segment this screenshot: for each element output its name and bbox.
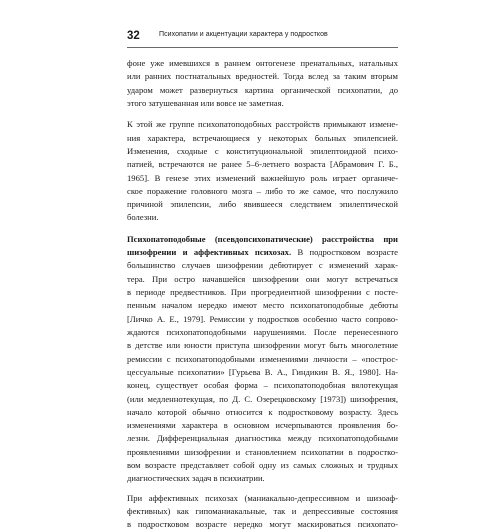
paragraph-3	[127, 233, 398, 486]
page-header	[127, 30, 398, 46]
text-line: причиной эпилепсии, либо явившееся следствием эпилептической	[127, 199, 398, 210]
text-line: в подростковом возрасте нередко могут маскироваться психопато-	[127, 519, 398, 530]
text-line: фоне уже имевшихся в раннем онтогенезе пренатальных, натальных	[127, 58, 398, 68]
text-line: (или медленнотекущая, по Д. С. Озерецковскому [1973]) шизофрения,	[127, 393, 398, 404]
paragraph-1	[127, 57, 398, 110]
paragraph-gap	[127, 225, 398, 233]
section-heading: Психопатоподобные (псевдопсихопатические) расстройства при	[127, 233, 398, 244]
text-line: диагностических задач в психиатрии.	[127, 473, 265, 484]
text-line: Изменения, сходные с конституциональной эпилептоидной психо-	[127, 145, 398, 156]
text-line: При аффективных психозах (маниакально-депрессивном и шизоаф-	[127, 492, 398, 503]
paragraph-gap	[127, 110, 398, 118]
text-line: фективных) как гипоманиакальные, так и депрессивные состояния	[127, 506, 398, 516]
section-heading: шизофрении и аффективных психозах.	[127, 247, 292, 258]
text-line: конец, существует особая форма – психопатоподобная вялотекущая	[127, 380, 398, 391]
text-line: тера. При остро начавшейся шизофрении они могут встречаться	[127, 273, 398, 284]
text-line: [Личко А. Е., 1979]. Ремиссии у подростков особенно часто сопрово-	[127, 313, 398, 324]
text-line	[127, 233, 398, 246]
text-line: в периоде предвестников. При прогредиентной шизофрении с посте-	[127, 287, 398, 297]
paragraph-2	[127, 118, 398, 225]
text-line: ремиссии с психопатоподобными изменениями личности – «построс-	[127, 353, 398, 364]
paragraph-4	[127, 492, 398, 532]
text-line: этого затушеванная или вовсе не заметная.	[127, 97, 284, 108]
text-line: изменениями характера в основном исчерпываются проявления бо-	[127, 420, 398, 431]
text-line: пенным началом нередко имеют место психопатоподобные дебюты	[127, 300, 398, 311]
text-line: К этой же группе психопатоподобных расстройств примыкают измене-	[127, 119, 398, 130]
heading-tail-text: В подростковом возрасте	[291, 247, 398, 258]
text-line: в детстве или юности приступа шизофрении могут быть многолетние	[127, 340, 398, 351]
text-line: цессуальные психопатии» [Гурьева В. А., Гиндикин В. Я., 1980]. На-	[127, 366, 398, 377]
text-line	[127, 246, 398, 259]
text-line: ния характера, встречающиеся у некоторых больных эпилепсией.	[127, 132, 398, 143]
page-body	[127, 57, 398, 532]
header-rule	[127, 47, 398, 48]
text-line: или ранних постнатальных вредностей. Тогда вслед за таким вторым	[127, 71, 398, 82]
text-line: болезни.	[127, 212, 159, 223]
running-title: Психопатии и акцентуации характера у подростков	[159, 31, 328, 38]
text-line: ударом может развернуться картина органической психопатии, до	[127, 84, 398, 95]
text-line: ждаются психопатоподобными нарушениями. После перенесенного	[127, 326, 398, 337]
page-number: 32	[127, 30, 140, 42]
text-line: проявлениями шизофрении и становлением психопатии в подростко-	[127, 446, 398, 457]
text-line: патией, встречаются не ранее 5–6-летнего возраста [Абрамович Г. Б.,	[127, 159, 398, 170]
text-line: 1965]. В генезе этих изменений важнейшую роль играет органиче-	[127, 172, 398, 183]
text-line: большинство случаев шизофрении дебютирует с изменений харак-	[127, 260, 398, 271]
text-line: начало которой обычно относится к подростковому возрасту. Здесь	[127, 406, 398, 417]
text-line: вом возрасте представляет собой одну из самых сложных и трудных	[127, 460, 398, 471]
text-line: лезни. Дифференциальная диагностика между психопатоподобными	[127, 433, 398, 444]
text-line: ское поражение головного мозга – либо то же самое, что послужило	[127, 185, 398, 196]
